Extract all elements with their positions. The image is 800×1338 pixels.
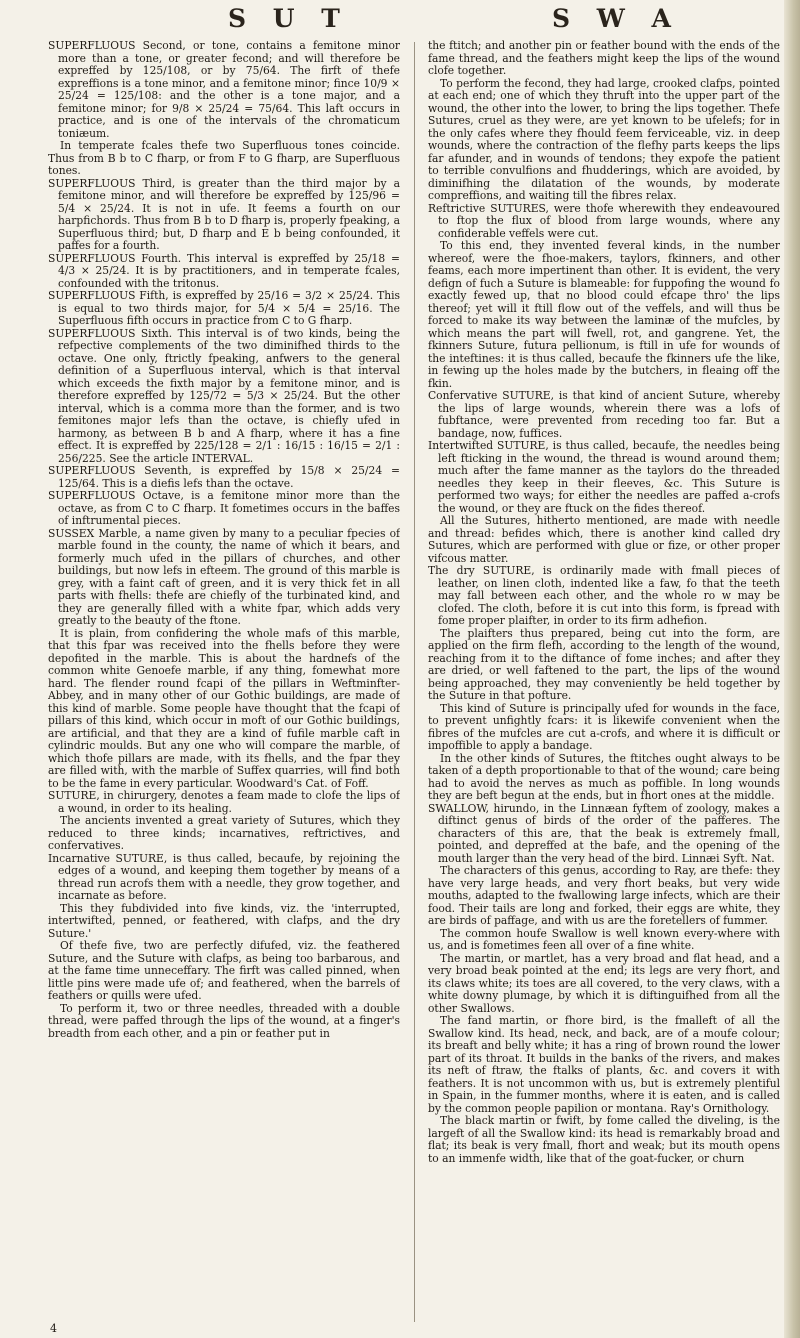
paragraph-l3: SUPERFLUOUS Third, is greater than the third major by a femitone minor, and will therefore be expreffed by 125/96 = 5/4 × 25/24. It is not in ufe. It feems a fourth on our harpfichords. Thus from B b to D fharp is, properly fpeaking, a Superfluous third; but, D fharp and E b being confounded, it paffes for a fourth. [48,176,400,252]
paragraph-r8: The dry SUTURE, is ordinarily made with fmall pieces of leather, on linen cloth, indented like a faw, fo that the teeth may fall between each other, and the whole ro w may be clofed. The cloth, before it is cut into this form, is fpread with fome proper plaifter, in order to its firm adhefion. [428,564,780,627]
paragraph-l13: Incarnative SUTURE, is thus called, becaufe, by rejoining the edges of a wound, and keeping them together by means of a thread run acrofs them with a needle, they grow together, and incarnate as before. [48,851,400,902]
paragraph-r6: Intertwifted SUTURE, is thus called, becaufe, the needles being left fticking in the wound, the thread is wound around them; much after the fame manner as the taylors do the threaded needles they keep in their fleeves, &c. This Suture is performed two ways; for either the needles are paffed a-crofs the wound, or they are ftuck on the fides thereof. [428,439,780,515]
paragraph-l12: The ancients invented a great variety of Sutures, which they reduced to three kinds; incarnatives, reftrictives, and confervatives. [48,814,400,852]
paragraph-l11: SUTURE, in chirurgery, denotes a feam made to clofe the lips of a wound, in order to its healing. [48,789,400,815]
running-head-right: S W A [552,4,680,33]
paragraph-l7: SUPERFLUOUS Seventh, is expreffed by 15/8 × 25/24 = 125/64. This is a diefis lefs than the octave. [48,464,400,490]
paragraph-l16: To perform it, two or three needles, threaded with a double thread, were paffed through the lips of the wound, at a finger's breadth from each other, and a pin or feather put in [48,1001,400,1040]
paragraph-l2: In temperate fcales thefe two Superfluous tones coincide. Thus from B b to C fharp, or from F to G fharp, are Superfluous tones. [48,139,400,177]
paragraph-r10: This kind of Suture is principally ufed for wounds in the face, to prevent unfightly fcars: it is likewife convenient when the fibres of the mufcles are cut a-crofs, and where it is difficult or impoffible to apply a bandage. [428,701,780,752]
paragraph-r17: The black martin or fwift, by fome called the diveling, is the largeft of all the Swallow kind: its head is remarkably broad and flat; its beak is very fmall, fhort and weak; but its mouth opens to an immenfe width, like that of the goat-fucker, or churn [428,1114,780,1165]
page-body [48,40,780,1330]
paragraph-r12: SWALLOW, hirundo, in the Linnæan fyftem of zoology, makes a diftinct genus of birds of the order of the pafferes. The characters of this are, that the beak is extremely fmall, pointed, and depreffed at the bafe, and the opening of the mouth larger than the very head of the bird. Linnæi Syft. Nat. [428,801,780,865]
paragraph-r3: Reftrictive SUTURES, were thofe wherewith they endeavoured to ftop the flux of blood from large wounds, where any confiderable veffels were cut. [428,201,780,240]
paragraph-l8: SUPERFLUOUS Octave, is a femitone minor more than the octave, as from C to C fharp. It fometimes occurs in the baffes of inftrumental pieces. [48,489,400,527]
paragraph-l10: It is plain, from confidering the whole mafs of this marble, that this fpar was received into the fhells before they were depofited in the marble. This is about the hardnefs of the common white Genoefe marble, if any thing, fomewhat more hard. The flender round fcapi of the pillars in Weftminfter-Abbey, and in many other of our Gothic buildings, are made of this kind of marble. Some people have thought that the fcapi of pillars of this kind, which occur in moft of our Gothic buildings, are artificial, and that they are a kind of fufile marble caft in cylindric moulds. But any one who will compare the marble, of which thofe pillars are made, with its fhells, and the fpar they are filled with, with the marble of Suffex quarries, will find both to be the fame in every particular. Woodward's Cat. of Foff. [48,626,400,790]
paragraph-r7: All the Sutures, hitherto mentioned, are made with needle and thread: befides which, there is another kind called dry Sutures, which are performed with glue or fize, or other proper vifcous matter. [428,514,780,565]
paragraph-r2: To perform the fecond, they had large, crooked clafps, pointed at each end; one of which they thruft into the upper part of the wound, the other into the lower, to bring the lips together. Thefe Sutures, cruel as they were, are yet known to be ufelefs; for in the only cafes where they fhould feem ferviceable, viz. in deep wounds, where the contraction of the flefhy parts keeps the lips far afunder, and in wounds of tendons; they expofe the patient to terrible convulfions and fhudderings, which are avoided, by diminifhing the dilatation of the wounds, by moderate compreffions, and waiting till the fibres relax. [428,76,780,202]
left-column [48,40,400,1330]
paragraph-l4: SUPERFLUOUS Fourth. This interval is expreffed by 25/18 = 4/3 × 25/24. It is by practitioners, and in temperate fcales, confounded with the tritonus. [48,251,400,290]
right-column [428,40,780,1330]
paragraph-r15: The martin, or martlet, has a very broad and flat head, and a very broad beak pointed at the end; its legs are very fhort, and its claws white; its toes are all covered, to the very claws, with a white downy plumage, by which it is diftinguifhed from all the other Swallows. [428,951,780,1015]
paragraph-r13: The characters of this genus, according to Ray, are thefe: they have very large heads, and very fhort beaks, but very wide mouths, adapted to the fwallowing large infects, which are their food. Their tails are long and forked, their eggs are white, they are birds of paffage, and with us are the foretellers of fummer. [428,864,780,927]
paragraph-l6: SUPERFLUOUS Sixth. This interval is of two kinds, being the refpective complements of the two diminifhed thirds to the octave. One only, ftrictly fpeaking, anfwers to the general definition of a Superfluous interval, which is that interval which exceeds the fixth major by a femitone minor, and is therefore expreffed by 125/72 = 5/3 × 25/24. But the other interval, which is a comma more than the former, and is two femitones major lefs than the octave, is chiefly ufed in harmony, as between B b and A fharp, where it has a fine effect. It is expreffed by 225/128 = 2/1 : 16/15 : 16/15 = 2/1 : 256/225. See the article INTERVAL. [48,326,400,465]
paragraph-r5: Confervative SUTURE, is that kind of ancient Suture, whereby the lips of large wounds, wherein there was a lofs of fubftance, were prevented from receding too far. But a bandage, now, fuffices. [428,389,780,440]
running-head [0,4,784,38]
column-divider [414,42,415,1322]
book-spine-shadow [784,0,800,1338]
running-head-left: S U T [228,4,349,33]
paragraph-l15: Of thefe five, two are perfectly difufed, viz. the feathered Suture, and the Suture with clafps, as being too barbarous, and at the fame time unneceffary. The firft was called pinned, when little pins were made ufe of; and feathered, when the barrels of feathers or quills were ufed. [48,939,400,1002]
paragraph-l1: SUPERFLUOUS Second, or tone, contains a femitone minor more than a tone, or greater fecond; and will therefore be expreffed by 125/108, or by 75/64. The firft of thefe expreffions is a tone minor, and a femitone minor; fince 10/9 × 25/24 = 125/108: and the other is a tone major, and a femitone minor; for 9/8 × 25/24 = 75/64. This laft occurs in practice, and is one of the intervals of the chromaticum toniæum. [48,40,400,140]
paragraph-l14: This they fubdivided into five kinds, viz. the 'interrupted, intertwifted, penned, or feathered, with clafps, and the dry Suture.' [48,901,400,940]
paragraph-r14: The common houfe Swallow is well known every-where with us, and is fometimes feen all over of a fine white. [428,926,780,952]
paragraph-r9: The plaifters thus prepared, being cut into the form, are applied on the firm flefh, according to the length of the wound, reaching from it to the diftance of fome inches; and after they are dried, or well faftened to the part, the lips of the wound being approached, they may conveniently be held together by the Suture in that pofture. [428,626,780,702]
paragraph-r1: the ftitch; and another pin or feather bound with the ends of the fame thread, and the feathers might keep the lips of the wound clofe together. [428,40,780,77]
page-number: 4 [50,1322,57,1335]
paragraph-r4: To this end, they invented feveral kinds, in the number whereof, were the fhoe-makers, taylors, fkinners, and other feams, each more impertinent than other. It is evident, the very defign of fuch a Suture is blameable: for fuppofing the wound fo exactly fewed up, that no blood could efcape thro' the lips thereof; yet will it ftill flow out of the veffels, and will thus be forced to make its way between the laminæ of the mufcles, by which means the part will fwell, rot, and gangrene. Yet, the fkinners Suture, futura pellionum, is ftill in ufe for wounds of the inteftines: it is thus called, becaufe the fkinners ufe the like, in fewing up the holes made by the butchers, in fleaing off the fkin. [428,239,780,390]
paragraph-r11: In the other kinds of Sutures, the ftitches ought always to be taken of a depth proportionable to that of the wound; care being had to avoid the nerves as much as poffible. In long wounds they are beft begun at the ends, but in fhort ones at the middle. [428,751,780,802]
paragraph-l5: SUPERFLUOUS Fifth, is expreffed by 25/16 = 3/2 × 25/24. This is equal to two thirds major, for 5/4 × 5/4 = 25/16. The Superfluous fifth occurs in practice from C to G fharp. [48,289,400,327]
paragraph-r16: The fand martin, or fhore bird, is the fmalleft of all the Swallow kind. Its head, neck, and back, are of a moufe colour; its breaft and belly white; it has a ring of brown round the lower part of its throat. It builds in the banks of the rivers, and makes its neft of ftraw, the ftalks of plants, &c. and covers it with feathers. It is not uncommon with us, but is extremely plentiful in Spain, in the fummer months, where it is eaten, and is called by the common people papilion or montana. Ray's Ornithology. [428,1014,780,1115]
paragraph-l9: SUSSEX Marble, a name given by many to a peculiar fpecies of marble found in the county, the name of which it bears, and formerly much ufed in the pillars of churches, and other buildings, but now lefs in efteem. The ground of this marble is grey, with a faint caft of green, and it is very thick fet in all parts with fhells: thefe are chiefly of the turbinated kind, and they are generally filled with a white fpar, which adds very greatly to the beauty of the ftone. [48,526,400,627]
